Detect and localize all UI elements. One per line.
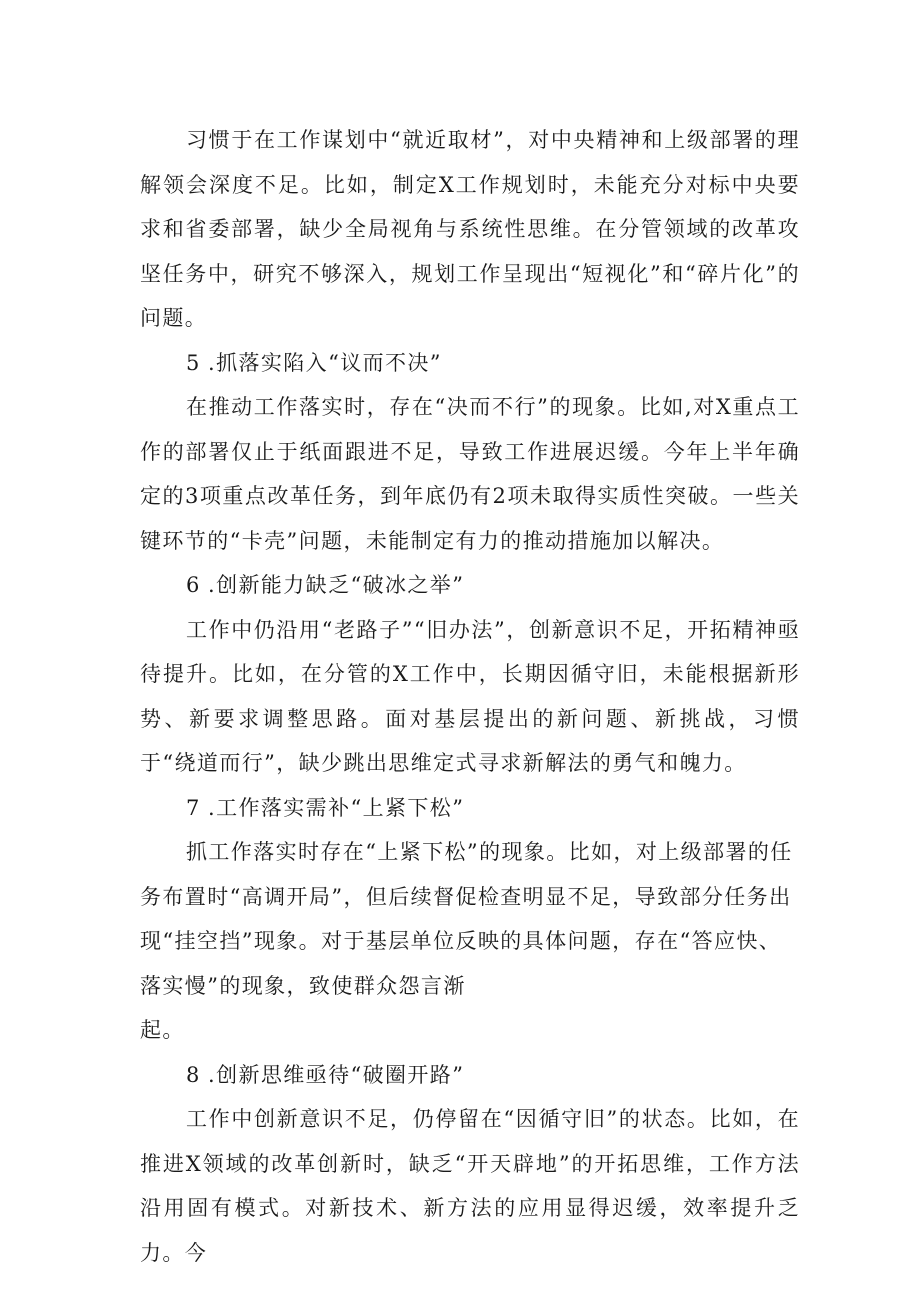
section-title: .创新能力缺乏“破冰之举” bbox=[208, 573, 465, 597]
paragraph: 工作中仍沿用“老路子”“旧办法”，创新意识不足，开拓精神亟待提升。比如，在分管的X工作中，长期因循守旧，未能根据新形势、新要求调整思路。面对基层提出的新问题、新挑战，习惯于“绕道而行”，缺少跳出思维定式寻求新解法的勇气和魄力。 bbox=[140, 617, 800, 775]
section-title: .抓落实陷入“议而不决” bbox=[208, 350, 442, 375]
paragraph-continuation: 起。 bbox=[140, 1018, 185, 1042]
section-number: 6 bbox=[186, 573, 201, 597]
document-page bbox=[140, 118, 800, 1275]
section-number: 5 bbox=[186, 350, 201, 375]
section-number: 8 bbox=[186, 1062, 201, 1087]
section-heading bbox=[140, 786, 800, 831]
paragraph: 抓工作落实时存在“上紧下松”的现象。比如，对上级部署的任务布置时“高调开局”，但后续督促检查明显不足，导致部分任务出现“挂空挡”现象。对于基层单位反映的具体问题，存在“答应快、落实慢”的现象，致使群众怨言渐 bbox=[140, 840, 793, 998]
section-heading bbox=[140, 1053, 800, 1098]
section-number: 7 bbox=[186, 795, 201, 820]
section-title: .创新思维亟待“破圈开路” bbox=[208, 1062, 465, 1087]
paragraph: 工作中创新意识不足，仍停留在“因循守旧”的状态。比如，在推进X领域的改革创新时，缺乏“开天辟地”的开拓思维，工作方法沿用固有模式。对新技术、新方法的应用显得迟缓，效率提升乏力。今 bbox=[140, 1107, 800, 1265]
paragraph: 习惯于在工作谋划中“就近取材”，对中央精神和上级部署的理解领会深度不足。比如，制定X工作规划时，未能充分对标中央要求和省委部署，缺少全局视角与系统性思维。在分管领域的改革攻坚任务中，研究不够深入，规划工作呈现出“短视化”和“碎片化”的问题。 bbox=[140, 128, 800, 330]
section-heading bbox=[140, 563, 800, 608]
section-title: .工作落实需补“上紧下松” bbox=[208, 795, 465, 820]
section-heading bbox=[140, 341, 800, 386]
paragraph: 在推动工作落实时，存在“决而不行”的现象。比如,对X重点工作的部署仅止于纸面跟进不足，导致工作进展迟缓。今年上半年确定的3项重点改革任务，到年底仍有2项未取得实质性突破。一些关键环节的“卡壳”问题，未能制定有力的推动措施加以解决。 bbox=[140, 395, 800, 553]
